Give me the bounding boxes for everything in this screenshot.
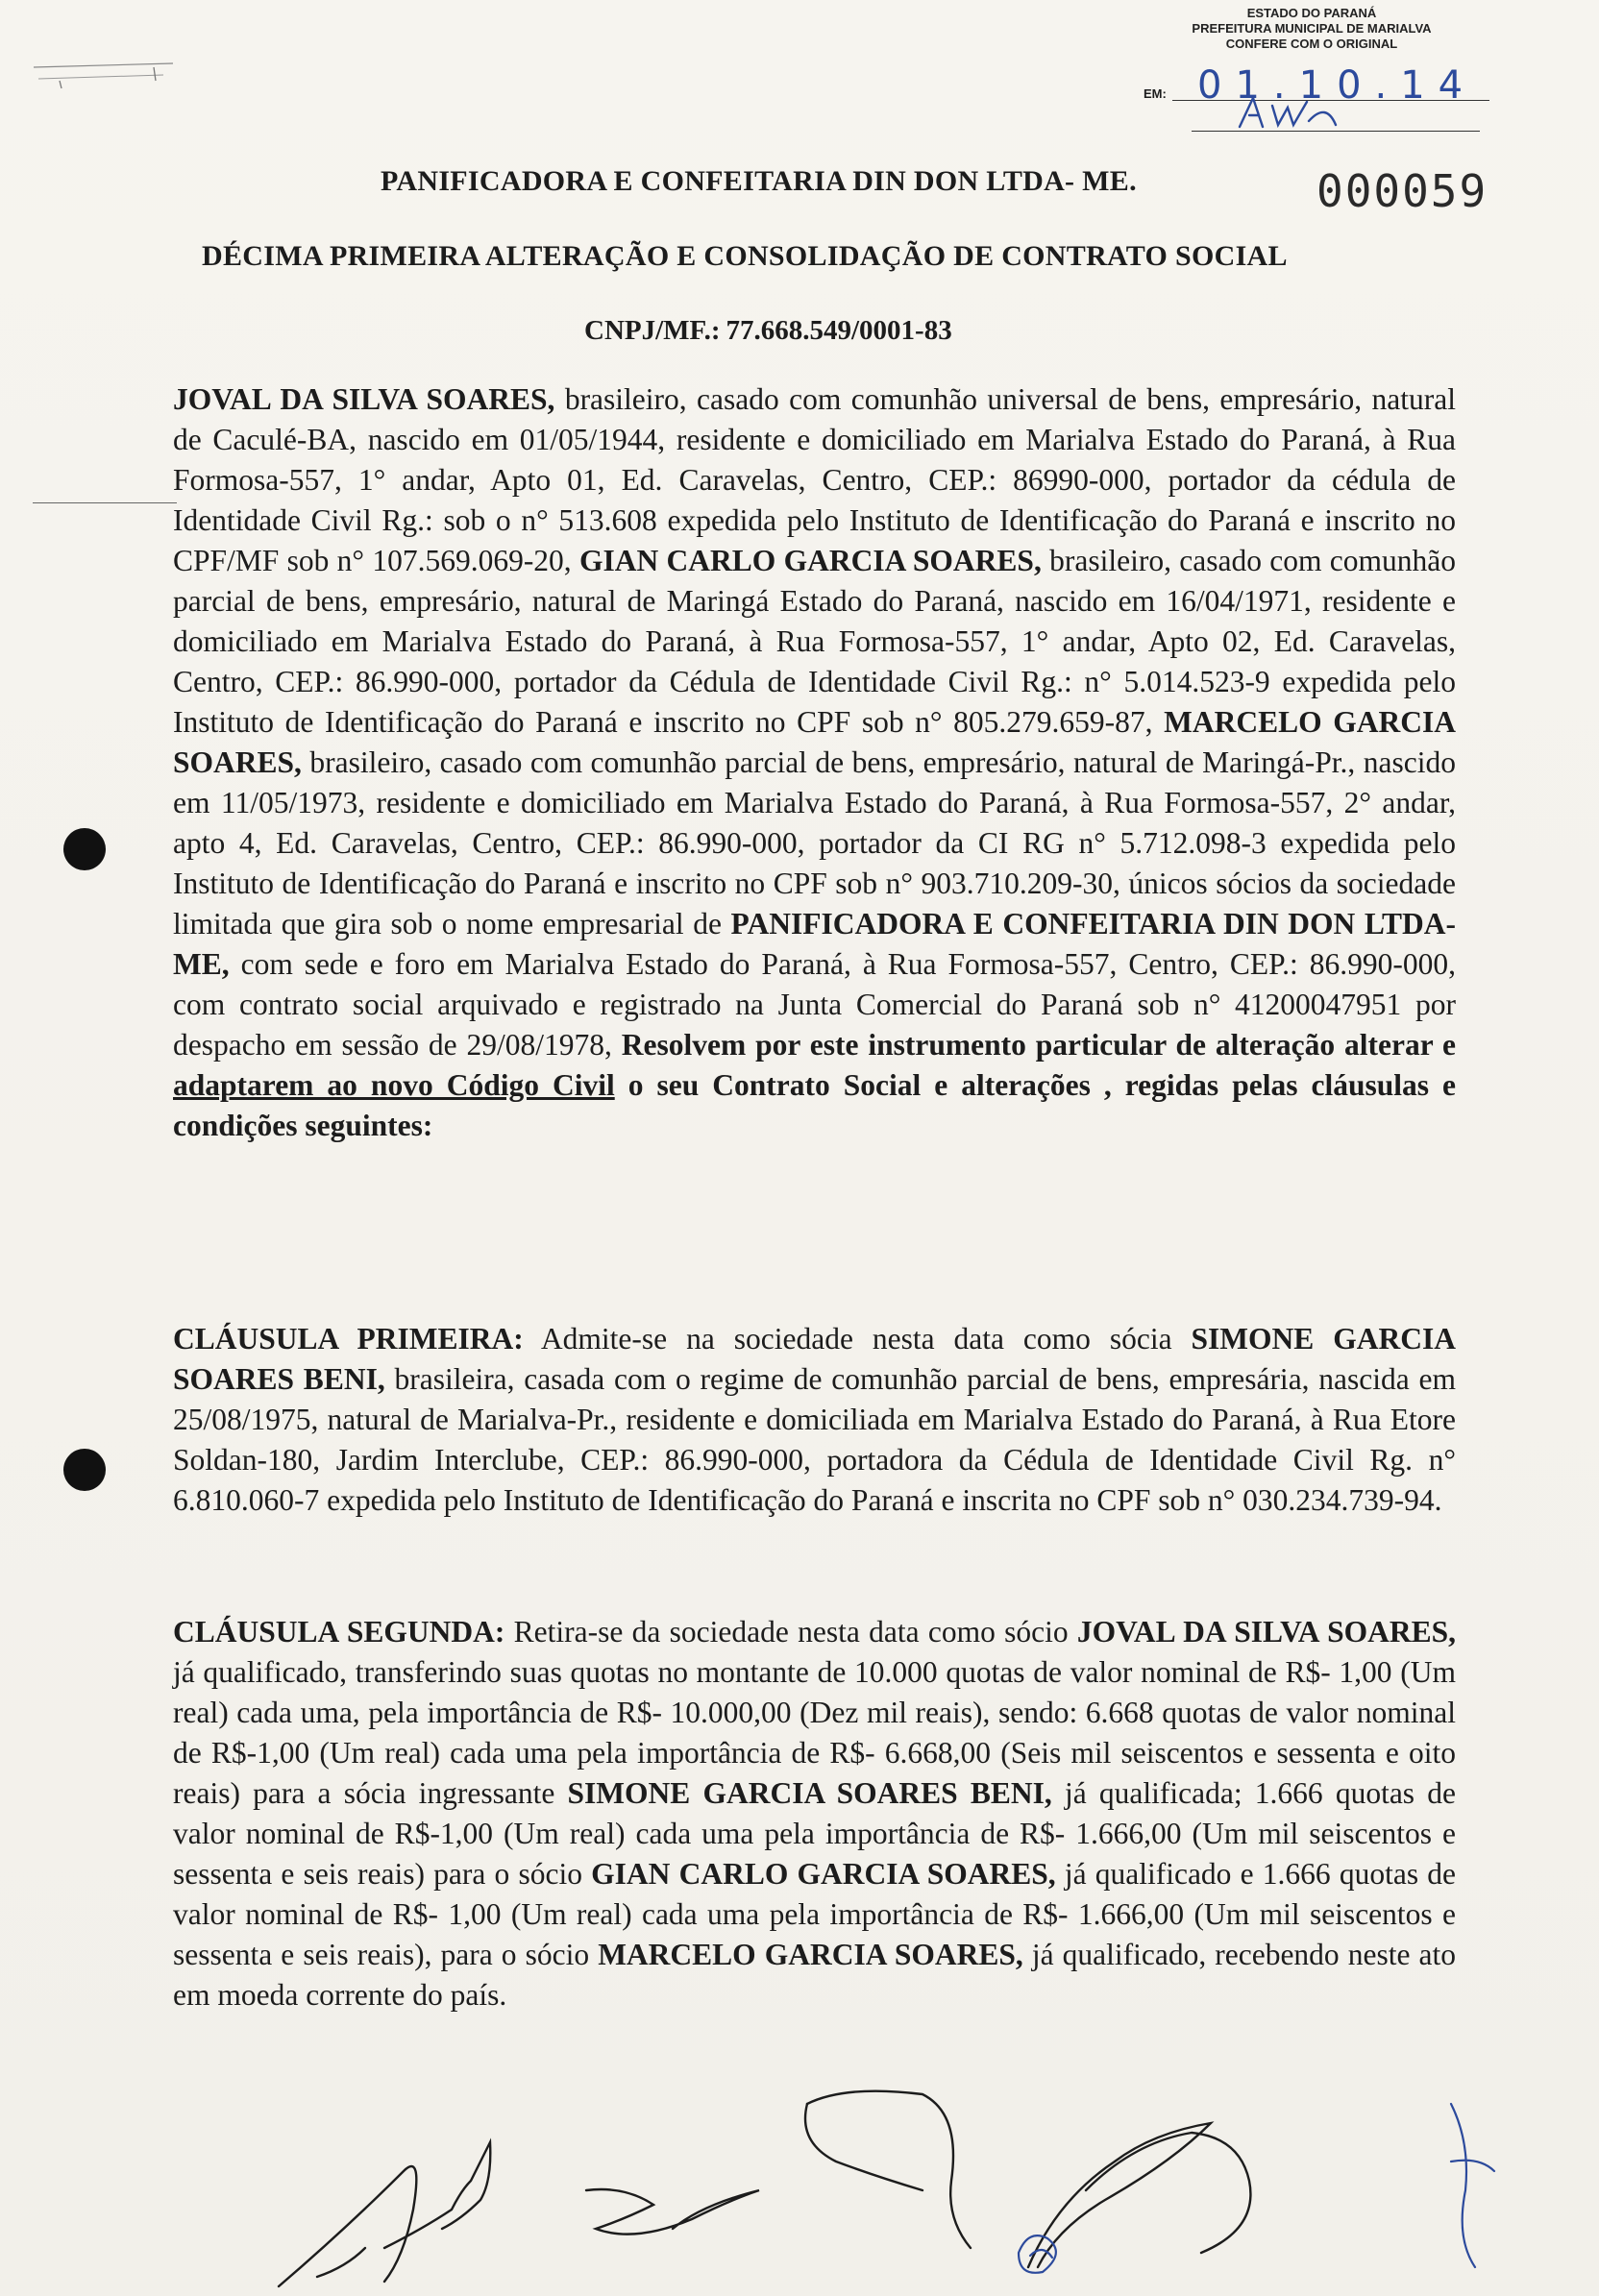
partner-name: MARCELO GARCIA SOARES, bbox=[598, 1938, 1023, 1971]
scan-mark bbox=[29, 56, 183, 113]
company-name: PANIFICADORA E CONFEITARIA DIN DON LTDA-ME, bbox=[173, 907, 1456, 981]
signature-marcelo bbox=[279, 2142, 490, 2286]
resolution-underlined: adaptarem ao novo Código Civil bbox=[173, 1068, 615, 1102]
cnpj bbox=[584, 315, 952, 347]
partner-name: SIMONE GARCIA SOARES BENI, bbox=[567, 1776, 1052, 1810]
partner-qualification: brasileiro, casado com comunhão parcial de bens, empresário, natural de Maringá Estado do Paraná, nascido em 16/04/1971, residente e domiciliado em Marialva Estado do Paraná, à Rua Formosa-557, 1° andar, Apto 02, Ed. Caravelas, Centro, CEP.: 86.990-000, portador da Cédula de Identidade Civil Rg.: n° 5.014.523-9 expedida pelo Instituto de Identificação do Paraná e inscrito no CPF sob n° 805.279.659-87, bbox=[173, 544, 1456, 739]
stamp-line: CONFERE COM O ORIGINAL bbox=[1225, 37, 1398, 51]
clause-text: já qualificada; 1.666 quotas de valor nominal de R$-1,00 (Um real) cada uma pela importância de R$- 1.666,00 (Um mil seiscentos e sessenta e seis reais) para o sócio bbox=[173, 1776, 1456, 1891]
resolution-text: Resolvem por este instrumento particular de alteração alterar e bbox=[621, 1028, 1456, 1062]
clause-text: brasileira, casada com o regime de comunhão parcial de bens, empresária, nascida em 25/08/1975, natural de Marialva-Pr., residente e domiciliada em Marialva Estado do Paraná, à Rua Etore Soldan-180, Jardim Interclube, CEP.: 86.990-000, portadora da Cédula de Identidade Civil Rg. n° 6.810.060-7 expedida pelo Instituto de Identificação do Paraná e inscrita no CPF sob n° 030.234.739-94. bbox=[173, 1362, 1457, 1517]
partner-qualification: brasileiro, casado com comunhão parcial de bens, empresário, natural de Maringá-Pr., nascido em 11/05/1973, residente e domiciliado em Marialva Estado do Paraná, à Rua Formosa-557, 2° andar, apto 4, Ed. Caravelas, Centro, CEP.: 86.990-000, portador da CI RG n° 5.712.098-3 expedida pelo Instituto de Identificação do Paraná e inscrito no CPF sob n° 903.710.209-30, únicos sócios da sociedade limitada que gira sob o nome empresarial de bbox=[173, 745, 1456, 940]
company-details: com sede e foro em Marialva Estado do Paraná, à Rua Formosa-557, Centro, CEP.: 86.990-000, com contrato social arquivado e registrado na Junta Comercial do Paraná sob n° 41200047951 por despacho em sessão de 29/08/1978, bbox=[173, 947, 1456, 1062]
document-number: 000059 bbox=[1316, 165, 1488, 217]
clause-text: já qualificado e 1.666 quotas de valor nominal de R$- 1,00 (Um real) cada uma pela importância de R$- 1.666,00 (Um mil seiscentos e sessenta e seis reais), para o sócio bbox=[173, 1857, 1456, 1971]
cnpj-value: 77.668.549/0001-83 bbox=[726, 315, 952, 346]
partner-qualification: brasileiro, casado com comunhão universal de bens, empresário, natural de Caculé-BA, nascido em 01/05/1944, residente e domiciliado em Marialva Estado do Paraná, à Rua Formosa-557, 1° andar, Apto 01, Ed. Caravelas, Centro, CEP.: 86990-000, portador da cédula de Identidade Civil Rg.: sob o n° 513.608 expedida pelo Instituto de Identificação do Paraná e inscrito no CPF/MF sob n° 107.569.069-20, bbox=[173, 382, 1457, 577]
punch-hole bbox=[63, 1449, 106, 1491]
margin-rule bbox=[33, 502, 177, 503]
clause-text: já qualificado, recebendo neste ato em moeda corrente do país. bbox=[173, 1938, 1457, 2012]
partner-name: GIAN CARLO GARCIA SOARES, bbox=[578, 544, 1042, 577]
resolution-text: o seu Contrato Social e alterações , regidas pelas cláusulas e condições seguintes: bbox=[173, 1068, 1456, 1142]
partner-name: GIAN CARLO GARCIA SOARES, bbox=[591, 1857, 1056, 1891]
clause-text: já qualificado, transferindo suas quotas no montante de 10.000 quotas de valor nominal de R$- 1,00 (Um real) cada uma, pela importância de R$- 10.000,00 (Dez mil reais), sendo: 6.668 quotas de valor nominal de R$-1,00 (Um real) cada uma pela importância de R$- 6.668,00 (Seis mil seiscentos e sessenta e oito reais) para a sócia ingressante bbox=[173, 1655, 1456, 1810]
cnpj-label: CNPJ/MF.: bbox=[584, 315, 721, 346]
clause-second bbox=[173, 1612, 1456, 2015]
clause-heading: CLÁUSULA PRIMEIRA: bbox=[173, 1322, 524, 1356]
signature-joval bbox=[586, 2189, 759, 2235]
punch-hole bbox=[63, 828, 106, 870]
document-title: DÉCIMA PRIMEIRA ALTERAÇÃO E CONSOLIDAÇÃO DE CONTRATO SOCIAL bbox=[202, 240, 1288, 272]
stamp-line: PREFEITURA MUNICIPAL DE MARIALVA bbox=[1192, 21, 1432, 36]
clause-text: Retira-se da sociedade nesta data como sócio bbox=[504, 1615, 1077, 1649]
clause-text: Admite-se na sociedade nesta data como sócia bbox=[523, 1322, 1192, 1356]
clause-heading: CLÁUSULA SEGUNDA: bbox=[173, 1615, 505, 1649]
stamp-line: ESTADO DO PARANÁ bbox=[1246, 6, 1377, 20]
stamp-date-label: EM: bbox=[1144, 86, 1167, 101]
partner-name: JOVAL DA SILVA SOARES, bbox=[173, 382, 555, 416]
notary-stamp bbox=[1134, 6, 1489, 52]
stamp-initials-signature bbox=[1220, 92, 1355, 134]
stamp-date-value: 01.10.14 bbox=[1197, 63, 1477, 108]
partner-name: JOVAL DA SILVA SOARES, bbox=[1076, 1615, 1456, 1649]
signature-gian bbox=[805, 2091, 1250, 2267]
signatures-area bbox=[0, 2085, 1599, 2296]
signature-simone bbox=[1019, 2104, 1494, 2273]
preamble-paragraph bbox=[173, 379, 1456, 1146]
partner-name: MARCELO GARCIA SOARES, bbox=[173, 705, 1456, 779]
company-title: PANIFICADORA E CONFEITARIA DIN DON LTDA- ME. bbox=[381, 165, 1137, 197]
clause-first bbox=[173, 1319, 1456, 1521]
partner-name: SIMONE GARCIA SOARES BENI, bbox=[173, 1322, 1456, 1396]
stamp-initials-rule bbox=[1192, 131, 1480, 132]
